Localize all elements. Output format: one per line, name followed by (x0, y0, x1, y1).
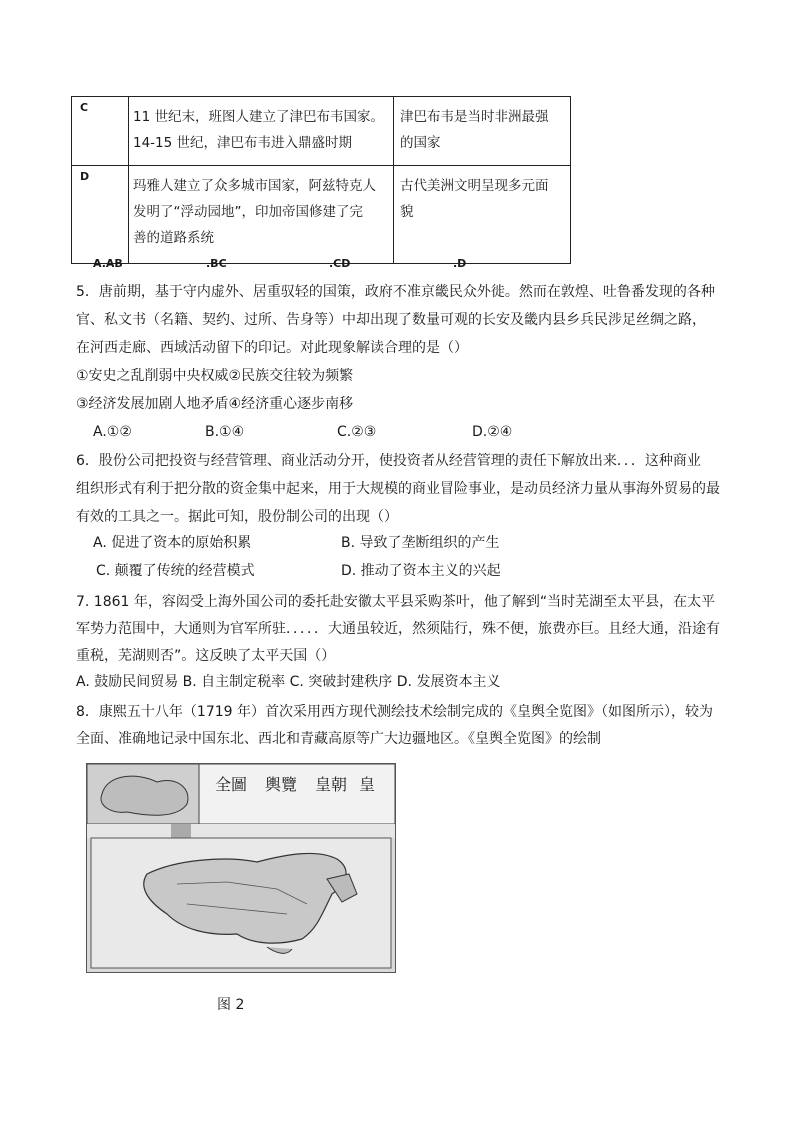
cell-line: 玛雅人建立了众多城市国家，阿兹特克人 (133, 178, 376, 194)
choice-c: .CD (329, 257, 351, 270)
q5-line: 在河西走廊、西域活动留下的印记。对此现象解读合理的是（） (76, 340, 468, 356)
q5-option-d: D.②④ (472, 424, 513, 440)
q6-option-b: B. 导致了垄断组织的产生 (341, 535, 500, 551)
q6-line: 6．股份公司把投资与经营管理、商业活动分开，使投资者从经营管理的责任下解放出来．．．这种商业 (76, 453, 701, 469)
cell-line: 貌 (400, 204, 414, 220)
q6-line: 有效的工具之一。据此可知，股份制公司的出现（） (76, 509, 398, 525)
choice-a: A.AB (93, 257, 123, 270)
q6-option-d: D. 推动了资本主义的兴起 (341, 563, 501, 579)
map-image (87, 764, 395, 972)
row-conclusion (394, 166, 571, 264)
cell-line: 的国家 (400, 135, 441, 151)
table-row (72, 166, 571, 264)
map-title-text: 皇 (359, 775, 376, 794)
cell-line: 善的道路系统 (133, 230, 214, 246)
q7-line: 7. 1861 年，容闳受上海外国公司的委托赴安徽太平县采购茶叶，他了解到“当时芜湖至太平县，在太平 (76, 594, 716, 610)
cell-line: 发明了“浮动园地”，印加帝国修建了完 (133, 204, 363, 220)
q7-line: 军势力范围中，大通则为官军所驻．．．．．大通虽较近，然须陆行，殊不便，旅费亦巨。且经大通，沿途有 (76, 621, 720, 637)
q5-statement: ①安史之乱削弱中央权威②民族交往较为频繁 (76, 368, 354, 384)
q7-options: A. 鼓励民间贸易 B. 自主制定税率 C. 突破封建秩序 D. 发展资本主义 (76, 674, 501, 690)
row-letter: D (72, 166, 129, 264)
row-conclusion (394, 97, 571, 166)
q5-option-b: B.①④ (205, 424, 245, 440)
q5-statement: ③经济发展加剧人地矛盾④经济重心逐步南移 (76, 396, 354, 412)
q6-line: 组织形式有利于把分散的资金集中起来，用于大规模的商业冒险事业，是动员经济力量从事海外贸易的最 (76, 481, 720, 497)
map-title-text: 全圖 (215, 775, 248, 794)
q8-line: 全面、准确地记录中国东北、西北和青藏高原等广大边疆地区。《皇舆全览图》的绘制 (76, 731, 601, 747)
map-title-text: 皇朝 (315, 775, 348, 794)
figure-caption: 图 2 (217, 997, 245, 1013)
choice-b: .BC (206, 257, 227, 270)
q5-option-c: C.②③ (337, 424, 377, 440)
cell-line: 11 世纪末，班图人建立了津巴布韦国家。 (133, 109, 384, 125)
row-event (129, 166, 394, 264)
map-title-text: 輿覽 (265, 775, 298, 794)
q5-line: 官、私文书（名籍、契约、过所、告身等）中却出现了数量可观的长安及畿内县乡兵民涉足丝绸之路， (76, 312, 706, 328)
options-table (71, 96, 571, 264)
row-letter: C (72, 97, 129, 166)
cell-line: 津巴布韦是当时非洲最强 (400, 109, 549, 125)
q8-line: 8．康熙五十八年（1719 年）首次采用西方现代测绘技术绘制完成的《皇舆全览图》（如图所示），较为 (76, 704, 713, 720)
cell-line: 古代美洲文明呈现多元面 (400, 178, 549, 194)
q7-line: 重税，芜湖则否”。这反映了太平天国（） (76, 648, 336, 664)
q6-option-a: A. 促进了资本的原始积累 (93, 535, 252, 551)
q5-line: 5．唐前期，基于守内虚外、居重驭轻的国策，政府不准京畿民众外徙。然而在敦煌、吐鲁番发现的各种 (76, 284, 715, 300)
cell-line: 14-15 世纪，津巴布韦进入鼎盛时期 (133, 135, 353, 151)
q6-option-c: C. 颠覆了传统的经营模式 (96, 563, 255, 579)
row-event (129, 97, 394, 166)
map-figure (86, 763, 396, 973)
table-row (72, 97, 571, 166)
choice-d: .D (453, 257, 467, 270)
q5-option-a: A.①② (93, 424, 132, 440)
